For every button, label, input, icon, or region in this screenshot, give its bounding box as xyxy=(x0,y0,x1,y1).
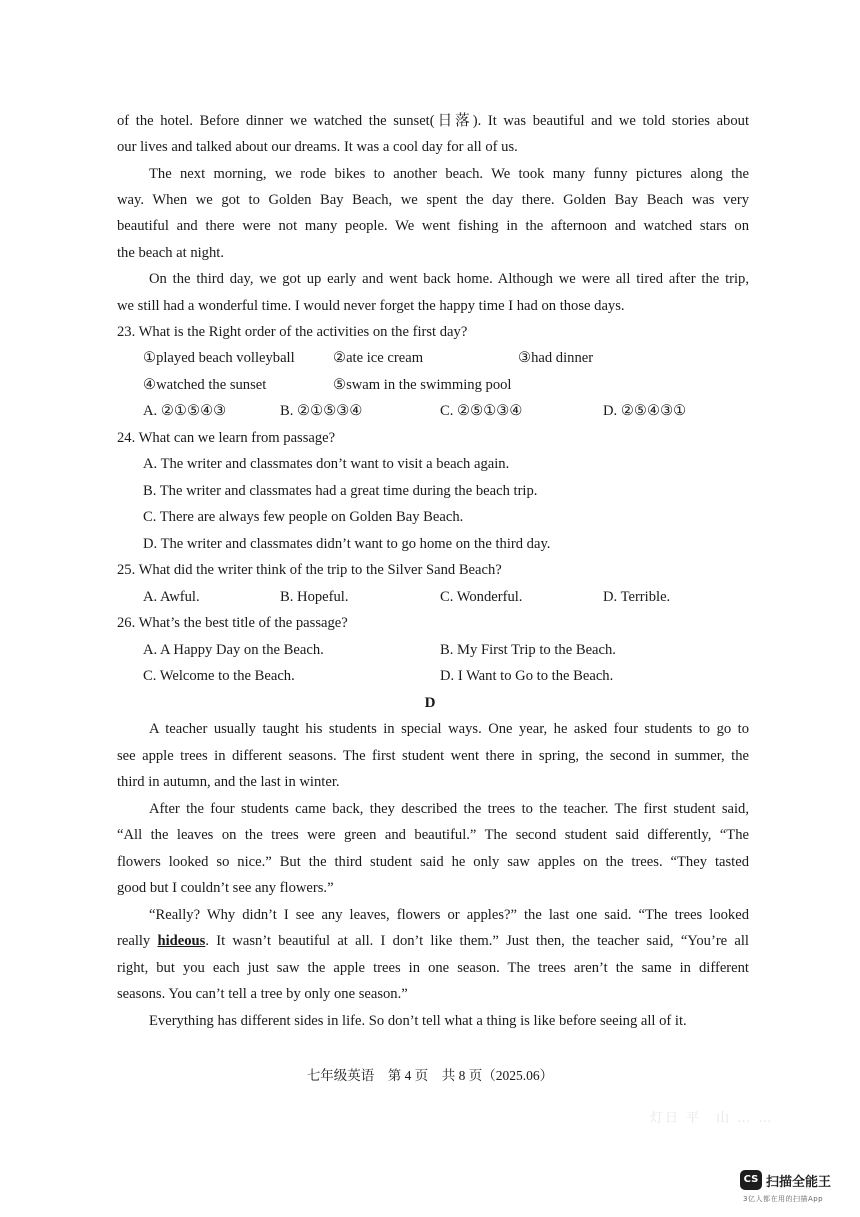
passage-line: beautiful and there were not many people. We went fishing in the afternoon and watched stars on xyxy=(117,218,749,234)
passage-line: good but I couldn’t see any flowers.” xyxy=(117,880,334,896)
passage-line: The next morning, we rode bikes to another beach. We took many funny pictures along the xyxy=(149,166,749,182)
scanner-watermark xyxy=(740,1170,850,1210)
passage-line: “All the leaves on the trees were green and beautiful.” The second student said differently, “The xyxy=(117,827,749,843)
line-rest: It wasn’t beautiful at all. I don’t like them.” Just then, the teacher said, “You’re all xyxy=(216,933,749,949)
answer-option: D. The writer and classmates didn’t want to go home on the third day. xyxy=(143,536,551,552)
watermark-name: 扫描全能王 xyxy=(766,1175,832,1190)
answer-option: B. Hopeful. xyxy=(280,589,349,605)
activity-item: ①played beach volleyball xyxy=(143,350,295,366)
answer-option: C. Wonderful. xyxy=(440,589,523,605)
answer-option: D. I Want to Go to the Beach. xyxy=(440,668,614,684)
answer-option: B. ②①⑤③④ xyxy=(280,403,363,419)
passage-line: seasons. You can’t tell a tree by only one season.” xyxy=(117,986,408,1002)
faint-mark: 灯日 平 山 … … xyxy=(650,1111,774,1126)
passage-line: On the third day, we got up early and went back home. Although we were all tired after the trip, xyxy=(149,271,749,287)
passage-line: third in autumn, and the last in winter. xyxy=(117,774,340,790)
passage-line: “Really? Why didn’t I see any leaves, flowers or apples?” the last one said. “The trees looked xyxy=(149,907,749,923)
page-footer: 七年级英语 第 4 页 共 8 页（2025.06） xyxy=(306,1068,554,1083)
answer-option: A. Awful. xyxy=(143,589,200,605)
passage-line: After the four students came back, they described the trees to the teacher. The first student said, xyxy=(149,801,749,817)
answer-option: A. A Happy Day on the Beach. xyxy=(143,642,324,658)
passage-line: of the hotel. Before dinner we watched the sunset(日落). It was beautiful and we told stories about xyxy=(117,113,749,129)
answer-option: C. Welcome to the Beach. xyxy=(143,668,295,684)
passage-line: see apple trees in different seasons. The first student went there in spring, the second in summer, the xyxy=(117,748,749,764)
passage-line: right, but you each just saw the apple trees in one season. The trees aren’t the same in different xyxy=(117,960,749,976)
activity-item: ③had dinner xyxy=(518,350,594,366)
answer-option: D. ②⑤④③① xyxy=(603,403,687,419)
watermark-tagline: 3亿人都在用的扫描App xyxy=(743,1195,824,1203)
section-heading: D xyxy=(424,695,436,711)
passage-line: Everything has different sides in life. So don’t tell what a thing is like before seeing all of it. xyxy=(149,1013,687,1029)
passage-line: way. When we got to Golden Bay Beach, we spent the day there. Golden Bay Beach was very xyxy=(117,192,749,208)
answer-option: C. There are always few people on Golden Bay Beach. xyxy=(143,509,464,525)
passage-line: A teacher usually taught his students in special ways. One year, he asked four students to go to xyxy=(149,721,749,737)
question-stem: 24. What can we learn from passage? xyxy=(117,430,336,446)
answer-option: A. ②①⑤④③ xyxy=(143,403,227,419)
activity-item: ④watched the sunset xyxy=(143,377,267,393)
passage-line-with-underline xyxy=(117,928,749,954)
camscanner-logo-icon: CS xyxy=(740,1170,762,1190)
activity-item: ②ate ice cream xyxy=(333,350,424,366)
answer-option: D. Terrible. xyxy=(603,589,671,605)
underlined-word: hideous xyxy=(157,933,206,949)
answer-option: A. The writer and classmates don’t want to visit a beach again. xyxy=(143,456,510,472)
passage-line: the beach at night. xyxy=(117,245,224,261)
line-prefix: really xyxy=(117,933,158,949)
passage-line: flowers looked so nice.” But the third student said he only saw apples on the trees. “They tasted xyxy=(117,854,749,870)
question-stem: 25. What did the writer think of the trip to the Silver Sand Beach? xyxy=(117,562,502,578)
question-stem: 23. What is the Right order of the activities on the first day? xyxy=(117,324,468,340)
passage-line: we still had a wonderful time. I would never forget the happy time I had on those days. xyxy=(117,298,625,314)
answer-option: B. My First Trip to the Beach. xyxy=(440,642,616,658)
answer-option: C. ②⑤①③④ xyxy=(440,403,523,419)
answer-option: B. The writer and classmates had a great time during the beach trip. xyxy=(143,483,538,499)
question-stem: 26. What’s the best title of the passage? xyxy=(117,615,348,631)
line-punct: . xyxy=(205,933,209,949)
activity-item: ⑤swam in the swimming pool xyxy=(333,377,512,393)
passage-line: our lives and talked about our dreams. It was a cool day for all of us. xyxy=(117,139,518,155)
